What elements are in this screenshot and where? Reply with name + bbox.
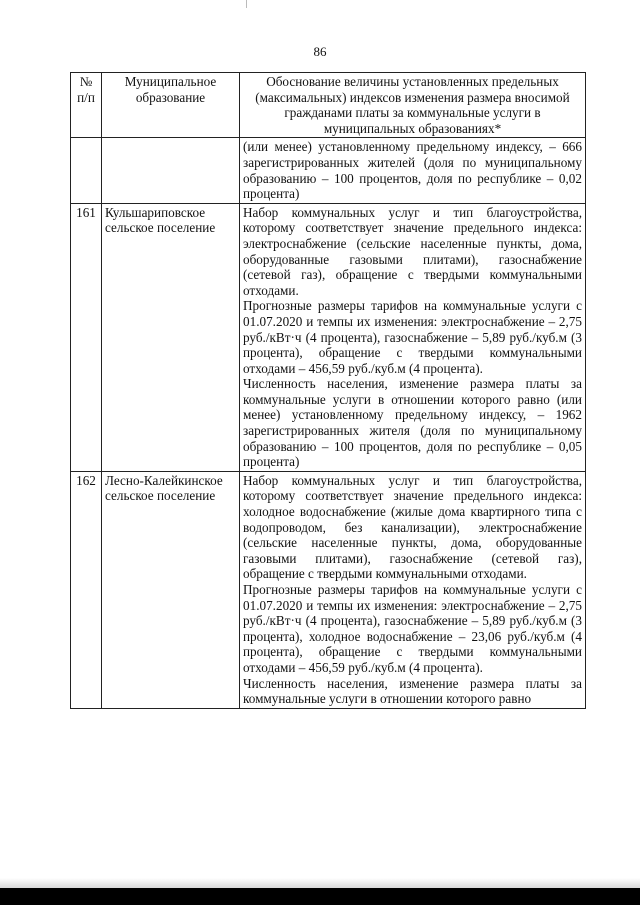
header-justification: Обоснование величины установленных предельных (максимальных) индексов изменения размера вносимой гражданами платы за коммунальные услуги в муниципальных образованиях* <box>240 73 586 138</box>
scan-shadow <box>0 878 640 888</box>
cell-municipality-empty <box>102 138 240 203</box>
tariff-table <box>70 72 586 709</box>
cell-municipality: Кульшариповское сельское поселение <box>102 203 240 471</box>
scan-border <box>0 888 640 905</box>
justification-paragraph: Численность населения, изменение размера платы за коммунальные услуги в отношении которого равно (или менее) установленному предельному индексу, – 1962 зарегистрированных жителя (доля по муниципальному образованию – 100 процентов, доля по республике – 0,05 процента) <box>243 376 582 470</box>
justification-paragraph: Набор коммунальных услуг и тип благоустройства, которому соответствует значение предельного индекса: холодное водоснабжение (жилые дома квартирного типа с водопроводом, без канализации), электроснабжение (сельские населенные пункты, дома, оборудованные газовыми плитами), газоснабжение (сетевой газ), обращение с твердыми коммунальными отходами. <box>243 472 582 582</box>
header-row <box>71 73 586 138</box>
cell-num: 161 <box>71 203 102 471</box>
justification-paragraph: Прогнозные размеры тарифов на коммунальные услуги с 01.07.2020 и темпы их изменения: электроснабжение – 2,75 руб./кВт·ч (4 процента), газоснабжение – 5,89 руб./куб.м (3 процента), обращение с твердыми коммунальными отходами – 456,59 руб./куб.м (4 процента). <box>243 298 582 376</box>
justification-paragraph: Численность населения, изменение размера платы за коммунальные услуги в отношении которого равно <box>243 675 582 707</box>
header-municipality: Муниципальное образование <box>102 73 240 138</box>
cell-justification-continuation <box>240 138 586 203</box>
cell-justification <box>240 471 586 708</box>
cell-justification <box>240 203 586 471</box>
table-row <box>71 203 586 471</box>
cell-num-empty <box>71 138 102 203</box>
cell-municipality: Лесно-Калейкинское сельское поселение <box>102 471 240 708</box>
cell-num: 162 <box>71 471 102 708</box>
continuation-paragraph: (или менее) установленному предельному индексу, – 666 зарегистрированных жителей (доля по муниципальному образованию – 100 процентов, доля по республике – 0,02 процента) <box>243 139 582 202</box>
table-row <box>71 471 586 708</box>
table-header <box>71 73 586 138</box>
page-number: 86 <box>313 44 327 59</box>
scan-artifact-tick <box>246 0 247 8</box>
header-num: № п/п <box>71 73 102 138</box>
justification-paragraph: Набор коммунальных услуг и тип благоустройства, которому соответствует значение предельного индекса: электроснабжение (сельские населенные пункты, дома, оборудованные газовыми плитами), газоснабжение (сетевой газ), обращение с твердыми коммунальными отходами. <box>243 204 582 298</box>
justification-paragraph: Прогнозные размеры тарифов на коммунальные услуги с 01.07.2020 и темпы их изменения: электроснабжение – 2,75 руб./кВт·ч (4 процента), газоснабжение – 5,89 руб./куб.м (3 процента), холодное водоснабжение – 23,06 руб./куб.м (4 процента), обращение с твердыми коммунальными отходами – 456,59 руб./куб.м (4 процента). <box>243 582 582 675</box>
table-row-continuation <box>71 138 586 203</box>
